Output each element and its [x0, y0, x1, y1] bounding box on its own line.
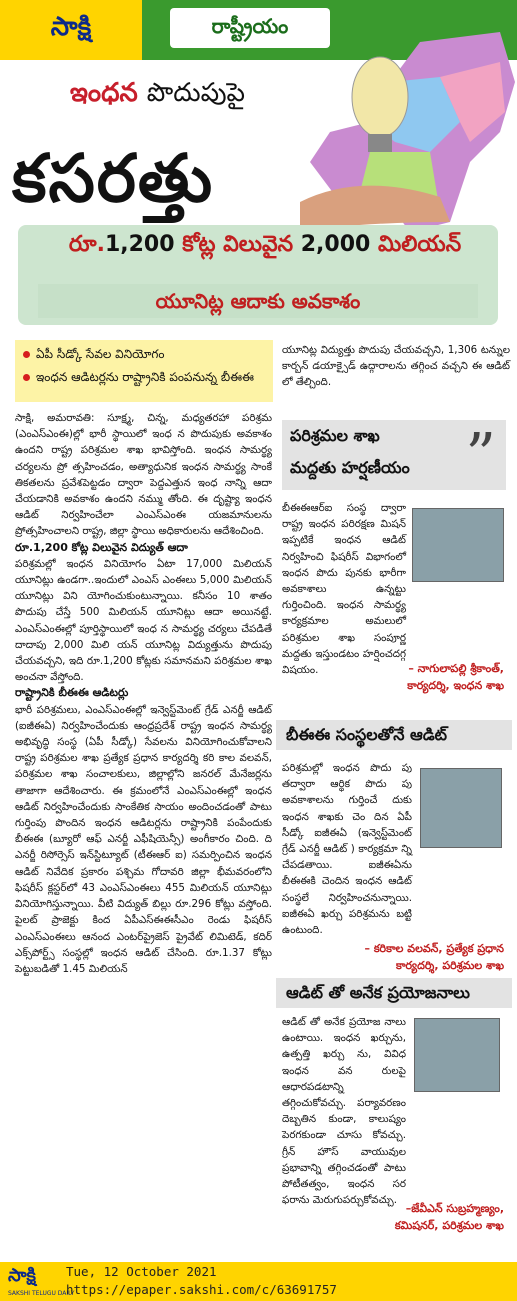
- box-signature-benefits: –జేవీఎన్ సుబ్రహ్మణ్యం, కమిషనర్, పరిశ్రమల శాఖ: [394, 1202, 504, 1232]
- quote-text: బీఈఈఆర్‌ఐ సంస్థ ద్వారా రాష్ట్ర ఇంధన పరిరక్షణ మిషన్ ఇప్పటికే ఇంధన ఆడిట్ నిర్వహించి ఫిషరీస్ విభాగంలో ఇంధన పొదు పునకు భారీగా అవకాశాలు ఉన్నట్టు గుర్తించింది. ఇంధన సామర్థ్య కార్యక్రమాల అమలులో పరిశ్రమల శాఖ సంపూర్ణ మద్దతు ఇస్తుండటం హర్షించదగ్గ విషయం.: [282, 502, 406, 677]
- state-map-illustration: [300, 22, 517, 242]
- footer-url[interactable]: https://epaper.sakshi.com/c/63691757: [66, 1282, 337, 1297]
- masthead-logo: సాక్షి: [0, 0, 142, 60]
- quote-box-title: [282, 420, 506, 490]
- quote-title-line-1: పరిశ్రమల శాఖ: [290, 426, 380, 445]
- key-point: ఇంధన ఆడిటర్లను రాష్ట్రానికి పంపనున్న బీఈఈ: [23, 369, 265, 386]
- article-paragraph: సాక్షి, అమరావతి: సూక్ష్మ, చిన్న, మధ్యతరహా పరిశ్రమ (ఎంఎస్ఎంఈ)ల్లో భారీ స్థాయిలో ఇంధ న పొదుపుకు అవకాశం ఉందని రాష్ట్ర పరిశ్రమల శాఖ భావిస్తోంది. ఇంధన సామర్థ్య చర్యలను ప్రో త్సహించడం, అత్యాధునిక ఇంధన సామర్థ్య సాంకే తికతలను ప్రవేశపెట్టడం ద్వారా పెద్దఎత్తున ఇంధ నాన్ని ఆదా చేయడానికి అవకాశం ఉందని నమ్ము తోంది. ఈ దృష్ట్యా ఇంధన ఆడిట్ నిర్వహించేలా ఎంఎస్ఎంఈ యజమానులను ప్రోత్సహించాలని రాష్ట్ర, జిల్లా స్థాయి అధికారులను ఆదేశించింది.: [15, 412, 272, 538]
- box-title-benefits: ఆడిట్ తో అనేక ప్రయోజనాలు: [276, 978, 512, 1008]
- footer-logo: సాక్షి SAKSHI TELUGU DAILY: [8, 1265, 75, 1297]
- box-text-bee: పరిశ్రమల్లో ఇంధన పొదు పు తద్వారా ఆర్థిక పొదు పు అవకాశాలను గుర్తించే దుకు ఇంధన శాఖకు చెం దిన ఏపీ సీడ్కో ఐజీఈఏ (ఇన్వెస్ట్‌మెంట్ గ్రేడ్ ఎనర్జీ ఆడిట్ ) కార్యక్రమా న్ని చేపడతాయి. ఐజీఈఏను బీఈఈకి చెందిన ఇంధన ఆడిట్ సంస్థలే నిర్వహించనున్నాయి. ఐజీఈఏ ఖర్చు పరిశ్రమను బట్టి ఉంటుంది.: [282, 762, 412, 937]
- footer-date: Tue, 12 October 2021: [66, 1264, 217, 1279]
- key-point: ఏపీ సీడ్కో సేవల వినియోగం: [23, 346, 265, 363]
- article-paragraph: భారీ పరిశ్రమలు, ఎంఎస్ఎంఈల్లో ఇన్వెస్ట్‌మెంట్ గ్రేడ్ ఎనర్జీ ఆడిట్ (ఐజీఈఏ) నిర్వహించేందుకు ఆంధ్రప్రదేశ్ రాష్ట్ర ఇంధన సామర్థ్య అభివృద్ధి సంస్థ (ఏపీ సీడ్కో) సేవలను వినియోగించుకోవాలని రాష్ట్ర పరిశ్రమల శాఖ ప్రత్యేక ప్రధాన కార్యదర్శి కరి కాల వలవన్, పరిశ్రమల శాఖ సంచాలకులు, జిల్లాల్లోని జనరల్ మేనేజర్లను తాజాగా ఆదేశించారు. ఈ క్రమంలోనే ఎంఎస్ఎంఈల్లో ఇంధన ఆడిట్ నిర్వహించేందుకు సాంకేతిక సాయం అందించడంతో పాటు గుర్తింపు పొందిన ఇంధన ఆడిటర్లను రాష్ట్రానికి పంపేందుకు బీఈఈ (బ్యూరో ఆఫ్ ఎనర్జీ ఎఫీషియెన్సీ) అంగీకారం చింది. ది ఎనర్జీ రిసోర్సెస్ ఇన్‌స్టిట్యూట్ (టీఈఆర్ ఐ) సమర్పించిన ఇంధన ఆడిట్ నివేదిక ప్రకారం పశ్చిమ గోదావరి జిల్లా భీమవరంలోని ఫిషరీస్ క్లస్టర్‌లో 43 ఎంఎస్ఎంఈలు 455 మిలియన్ యూనిట్లు వినియోగిస్తున్నాయి. వీటి విద్యుత్ బిల్లు రూ.296 కోట్లు వస్తోంది. పైలట్ ప్రాజెక్టు కింద ఏపీఎస్ఈఈసీఎం రెండు ఫిషరీస్ ఎంఎస్ఎంఈలు ఆనంద ఎంటర్‌ప్రైజెస్ ప్రైవేట్ లిమిటెడ్, కదిర్ ఎక్స్‌పోర్ట్స్ సంస్థల్లో ఇంధన ఆడిట్ చేసింది. రూ.1.37 కోట్లు పెట్టుబడితో 1.45 మిలియన్: [15, 703, 272, 975]
- banner-line-2: యూనిట్ల ఆదాకు అవకాశం: [38, 284, 478, 318]
- box-text-benefits: ఆడిట్ తో అనేక ప్రయోజ నాలు ఉంటాయి. ఇంధన ఖర్చును, ఉత్పత్తి ఖర్చు ను, వివిధ ఇంధన వన రులపై ఆధారపడటాన్ని తగ్గించుకోవచ్చు. పర్యావరణం దెబ్బతిన కుండా, కాలుష్యం పెరగకుండా చూసు కోవచ్చు. గ్రీన్ హౌస్ వాయువుల ప్రభావాన్ని తగ్గించడంతో పాటు పోటీతత్వం, ఇంధన సర ఫరాను మెరుగుపర్చుకోవచ్చు.: [282, 1016, 406, 1207]
- article-subhead: రాష్ట్రానికి బీఈఈ ఆడిటర్లు: [15, 686, 129, 700]
- banner-line-1: రూ.1,200 కోట్ల విలువైన 2,000 మిలియన్: [68, 232, 462, 257]
- quote-mark-icon: ”: [465, 421, 496, 491]
- box-title-bee: బీఈఈ సంస్థలతోనే ఆడిట్: [276, 720, 512, 750]
- quote-title-line-2: మద్దతు హర్షణీయం: [290, 458, 410, 477]
- section-title: రాష్ట్రీయం: [170, 8, 330, 48]
- headline-top: ఇంధన పొదుపుపై: [70, 78, 246, 108]
- article-body: [15, 410, 272, 977]
- key-points-box: [15, 340, 273, 402]
- quote-signature: – నాగులాపల్లి శ్రీకాంత్, కార్యదర్శి, ఇంధన శాఖ: [407, 662, 504, 692]
- article-paragraph: పరిశ్రమల్లో ఇంధన వినియోగం ఏటా 17,000 మిలియన్ యూనిట్లు ఉండగా..ఇందులో ఎంఎస్ ఎంఈలు 5,000 మిలియన్ యూనిట్లు విని యోగించుకుంటున్నాయి. కనీసం 10 శాతం పొదుపు చేస్తే 500 మిలియన్ యూనిట్లు ఆదా అయినట్టే. ఎంఎస్ఎంఈల్లో పూర్తిస్థాయిలో ఇంధ న సామర్థ్య చర్యలు చేపడితే దాదాపు 2,000 మిలి యన్ యూనిట్ల విద్యుత్తును పొదుపు చేయవచ్చని, ఇది రూ.1,200 కోట్లకు సమానమని పరిశ్రమల శాఖ అంచనా వేస్తోంది.: [15, 557, 272, 684]
- article-subhead: రూ.1,200 కోట్ల విలువైన విద్యుత్ ఆదా: [15, 540, 188, 554]
- article-continuation: యూనిట్ల విద్యుత్తు పొదుపు చేయవచ్చని, 1,306 టన్నుల కార్బన్ డయాక్సైడ్ ఉద్గారాలను తగ్గించ వచ్చని ఈ ఆడిట్ లో తేల్చింది.: [282, 344, 510, 389]
- box-signature-bee: – కరికాల వలవన్, ప్రత్యేక ప్రధాన కార్యదర్శి, పరిశ్రమల శాఖ: [364, 942, 504, 972]
- footer-info: [66, 1263, 337, 1299]
- headline-main: కసరత్తు: [12, 140, 215, 217]
